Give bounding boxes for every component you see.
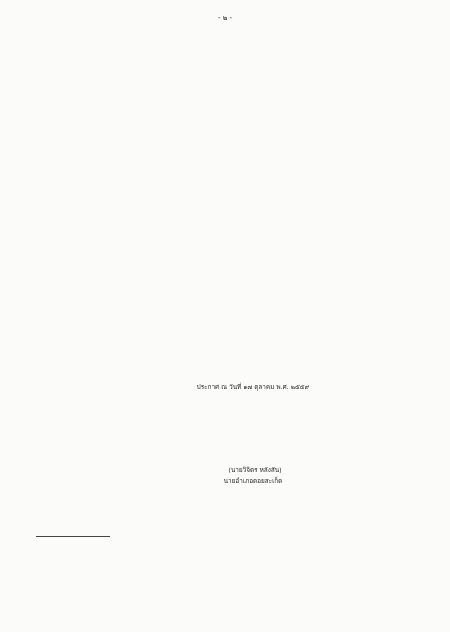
page-number: - ๒ - <box>217 14 233 22</box>
signer-title: นายอำเภอดอยสะเก็ด <box>223 477 283 485</box>
announce-date: ประกาศ ณ วันที่ ๑๗ ตุลาคม พ.ศ. ๒๕๕๙ <box>196 383 310 391</box>
footnote-divider <box>36 536 110 537</box>
signer-name: (นายวิจิตร หลังสัน) <box>228 466 282 474</box>
